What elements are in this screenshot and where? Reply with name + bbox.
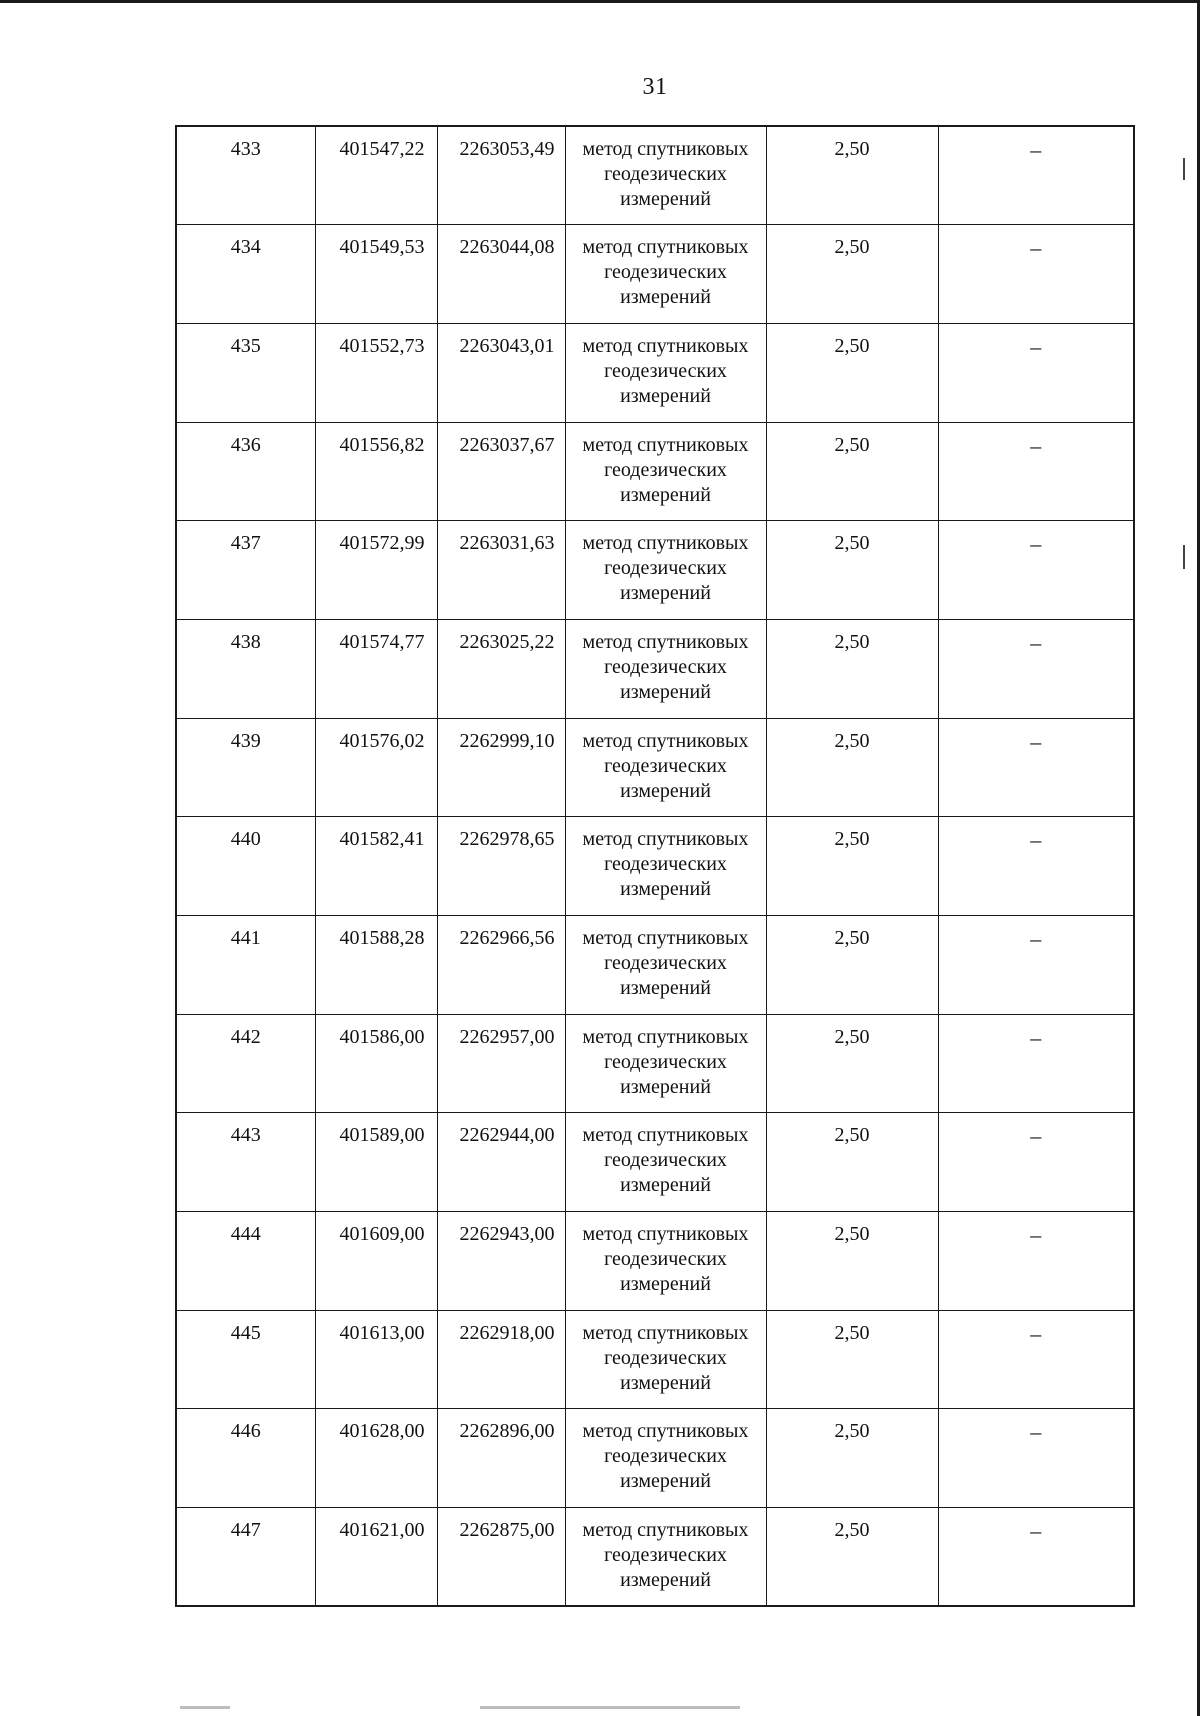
method-cell: метод спутниковых геодезических измерений	[565, 1212, 766, 1311]
description-dash: –	[1030, 1419, 1042, 1445]
description-cell	[938, 1409, 1134, 1508]
accuracy-cell: 2,50	[766, 1508, 938, 1607]
coordinate-y-cell: 2263043,01	[437, 323, 565, 422]
accuracy-cell: 2,50	[766, 225, 938, 324]
coordinate-y-cell: 2263044,08	[437, 225, 565, 324]
table-row	[176, 1310, 1134, 1409]
coordinate-y-cell: 2262966,56	[437, 916, 565, 1015]
accuracy-cell: 2,50	[766, 1310, 938, 1409]
coordinate-x-cell: 401613,00	[315, 1310, 437, 1409]
accuracy-cell: 2,50	[766, 916, 938, 1015]
coordinate-x-cell: 401547,22	[315, 126, 437, 225]
coordinate-x-cell: 401628,00	[315, 1409, 437, 1508]
table-row	[176, 1212, 1134, 1311]
coordinate-x-cell: 401609,00	[315, 1212, 437, 1311]
coordinate-y-cell: 2263053,49	[437, 126, 565, 225]
method-cell: метод спутниковых геодезических измерений	[565, 817, 766, 916]
point-number-cell: 434	[176, 225, 315, 324]
coordinates-table-body	[176, 126, 1134, 1606]
description-cell	[938, 718, 1134, 817]
scan-margin-mark	[1183, 545, 1185, 569]
description-cell	[938, 225, 1134, 324]
method-cell: метод спутниковых геодезических измерений	[565, 1409, 766, 1508]
point-number-cell: 433	[176, 126, 315, 225]
coordinate-x-cell: 401576,02	[315, 718, 437, 817]
point-number-cell: 436	[176, 422, 315, 521]
point-number-cell: 447	[176, 1508, 315, 1607]
coordinate-y-cell: 2262943,00	[437, 1212, 565, 1311]
method-cell: метод спутниковых геодезических измерений	[565, 323, 766, 422]
coordinate-y-cell: 2263025,22	[437, 619, 565, 718]
table-row	[176, 1113, 1134, 1212]
coordinate-y-cell: 2262978,65	[437, 817, 565, 916]
method-cell: метод спутниковых геодезических измерений	[565, 1310, 766, 1409]
table-row	[176, 1508, 1134, 1607]
description-cell	[938, 521, 1134, 620]
method-cell: метод спутниковых геодезических измерений	[565, 126, 766, 225]
description-dash: –	[1030, 235, 1042, 261]
coordinate-y-cell: 2263037,67	[437, 422, 565, 521]
coordinate-y-cell: 2262918,00	[437, 1310, 565, 1409]
accuracy-cell: 2,50	[766, 1014, 938, 1113]
point-number-cell: 438	[176, 619, 315, 718]
coordinate-y-cell: 2262944,00	[437, 1113, 565, 1212]
table-row	[176, 521, 1134, 620]
table-row	[176, 323, 1134, 422]
table-row	[176, 817, 1134, 916]
description-dash: –	[1030, 1123, 1042, 1149]
description-dash: –	[1030, 1320, 1042, 1346]
description-dash: –	[1030, 629, 1042, 655]
scan-margin-mark	[1183, 158, 1185, 180]
method-cell: метод спутниковых геодезических измерений	[565, 1014, 766, 1113]
method-cell: метод спутниковых геодезических измерений	[565, 1508, 766, 1607]
point-number-cell: 443	[176, 1113, 315, 1212]
method-cell: метод спутниковых геодезических измерений	[565, 1113, 766, 1212]
accuracy-cell: 2,50	[766, 1409, 938, 1508]
description-dash: –	[1030, 926, 1042, 951]
method-cell: метод спутниковых геодезических измерений	[565, 225, 766, 324]
description-cell	[938, 323, 1134, 422]
description-dash: –	[1030, 1222, 1042, 1248]
table-row	[176, 422, 1134, 521]
description-cell	[938, 916, 1134, 1015]
coordinate-y-cell: 2262957,00	[437, 1014, 565, 1113]
page-top-edge	[0, 0, 1200, 3]
accuracy-cell: 2,50	[766, 718, 938, 817]
accuracy-cell: 2,50	[766, 1212, 938, 1311]
description-dash: –	[1030, 1518, 1042, 1544]
accuracy-cell: 2,50	[766, 422, 938, 521]
accuracy-cell: 2,50	[766, 323, 938, 422]
table-row	[176, 225, 1134, 324]
table-row	[176, 126, 1134, 225]
table-row	[176, 1014, 1134, 1113]
method-cell: метод спутниковых геодезических измерений	[565, 916, 766, 1015]
coordinate-x-cell: 401552,73	[315, 323, 437, 422]
table-row	[176, 916, 1134, 1015]
description-dash: –	[1030, 333, 1042, 359]
description-cell	[938, 1310, 1134, 1409]
accuracy-cell: 2,50	[766, 619, 938, 718]
point-number-cell: 442	[176, 1014, 315, 1113]
point-number-cell: 440	[176, 817, 315, 916]
coordinate-y-cell: 2262875,00	[437, 1508, 565, 1607]
coordinate-x-cell: 401549,53	[315, 225, 437, 324]
page-number: 31	[642, 74, 668, 100]
method-cell: метод спутниковых геодезических измерений	[565, 718, 766, 817]
point-number-cell: 445	[176, 1310, 315, 1409]
description-dash: –	[1030, 432, 1042, 458]
table-row	[176, 718, 1134, 817]
description-dash: –	[1030, 827, 1042, 853]
point-number-cell: 444	[176, 1212, 315, 1311]
coordinate-x-cell: 401574,77	[315, 619, 437, 718]
coordinate-x-cell: 401588,28	[315, 916, 437, 1015]
description-cell	[938, 619, 1134, 718]
coordinates-table	[175, 125, 1135, 1607]
coordinate-x-cell: 401621,00	[315, 1508, 437, 1607]
scan-bottom-artifact	[180, 1706, 230, 1709]
coordinate-x-cell: 401556,82	[315, 422, 437, 521]
description-dash: –	[1030, 728, 1042, 754]
description-cell	[938, 1212, 1134, 1311]
point-number-cell: 441	[176, 916, 315, 1015]
coordinate-y-cell: 2262999,10	[437, 718, 565, 817]
method-cell: метод спутниковых геодезических измерений	[565, 521, 766, 620]
description-cell	[938, 422, 1134, 521]
table-row	[176, 619, 1134, 718]
coordinate-x-cell: 401582,41	[315, 817, 437, 916]
description-cell	[938, 1508, 1134, 1607]
description-cell	[938, 817, 1134, 916]
coordinate-x-cell: 401586,00	[315, 1014, 437, 1113]
coordinate-y-cell: 2263031,63	[437, 521, 565, 620]
coordinate-x-cell: 401572,99	[315, 521, 437, 620]
accuracy-cell: 2,50	[766, 817, 938, 916]
point-number-cell: 435	[176, 323, 315, 422]
description-dash: –	[1030, 1024, 1042, 1050]
description-dash: –	[1030, 137, 1042, 162]
coordinate-x-cell: 401589,00	[315, 1113, 437, 1212]
coordinate-y-cell: 2262896,00	[437, 1409, 565, 1508]
method-cell: метод спутниковых геодезических измерений	[565, 422, 766, 521]
accuracy-cell: 2,50	[766, 126, 938, 225]
method-cell: метод спутниковых геодезических измерений	[565, 619, 766, 718]
description-cell	[938, 1113, 1134, 1212]
point-number-cell: 439	[176, 718, 315, 817]
table-row	[176, 1409, 1134, 1508]
accuracy-cell: 2,50	[766, 521, 938, 620]
description-cell	[938, 1014, 1134, 1113]
description-cell	[938, 126, 1134, 225]
accuracy-cell: 2,50	[766, 1113, 938, 1212]
description-dash: –	[1030, 531, 1042, 557]
point-number-cell: 437	[176, 521, 315, 620]
point-number-cell: 446	[176, 1409, 315, 1508]
scan-bottom-artifact	[480, 1706, 740, 1709]
